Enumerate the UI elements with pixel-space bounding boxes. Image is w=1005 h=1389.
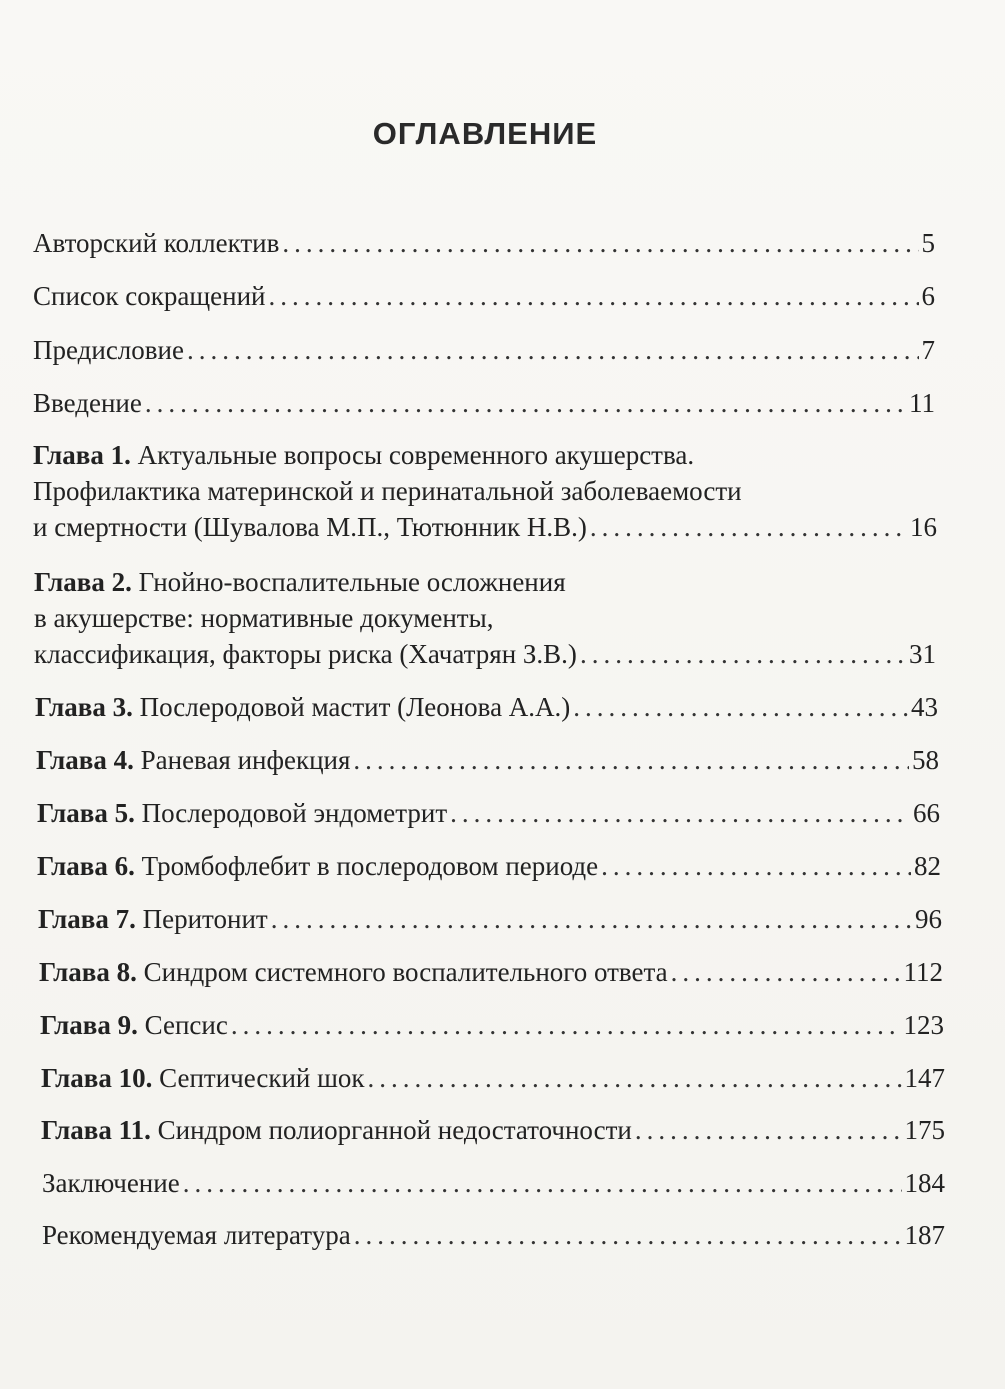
toc-entry-chapter-8 [39,955,943,989]
toc-line [41,1113,945,1147]
page-number: 82 [914,851,941,881]
chapter-label: Глава 4. [36,745,134,775]
chapter-label: Глава 7. [38,904,136,934]
entry-title-text: Синдром системного воспалительного ответа [143,957,668,987]
page-number: 184 [904,1168,945,1198]
chapter-label: Глава 2. [34,567,132,597]
dot-leader [268,279,918,313]
toc-entry-chapter-10 [41,1061,945,1095]
entry-title: Гнойно-воспалительные осложнения [138,567,566,597]
toc-entry-chapter-6 [37,849,941,883]
dot-leader [635,1113,902,1147]
toc-entry-chapter-4 [36,743,939,777]
toc-entry-chapter-9 [40,1008,944,1042]
toc-entry-authors [33,226,935,260]
chapter-label: Глава 8. [39,957,137,987]
entry-title [38,902,268,936]
chapter-label: Глава 11. [41,1115,151,1145]
dot-leader [353,743,909,777]
page-number: 5 [921,228,935,258]
toc-entry-chapter-5 [37,796,940,830]
page-number: 16 [910,512,937,542]
entry-title [39,955,668,989]
entry-title [37,849,598,883]
toc-line [37,796,940,830]
page-number: 6 [921,281,935,311]
dot-leader [183,1166,902,1200]
dot-leader [580,637,906,671]
dot-leader [282,226,918,260]
toc-entry-chapter-3 [35,690,938,724]
entry-title-text: Сепсис [144,1010,228,1040]
toc-entry-chapter-11 [41,1113,945,1147]
chapter-label: Глава 6. [37,851,135,881]
entry-title-text: Перитонит [142,904,268,934]
entry-title: Заключение [42,1168,180,1198]
page-number: 96 [915,904,942,934]
entry-line [34,565,936,599]
toc-line [37,849,941,883]
page-title: ОГЛАВЛЕНИЕ [372,116,598,151]
toc-line [33,226,935,260]
toc-line [38,902,942,936]
entry-title-text: Послеродовой мастит (Леонова А.А.) [139,692,571,722]
page-number: 147 [904,1063,945,1093]
toc-line [33,333,935,367]
toc-line [41,1061,945,1095]
page-number: 187 [904,1220,945,1250]
toc-entry-recommended-literature [42,1218,945,1252]
page-number: 112 [903,957,943,987]
toc-line [33,279,935,313]
entry-title: Список сокращений [33,281,266,311]
dot-leader [187,333,919,367]
chapter-label: Глава 5. [37,798,135,828]
dot-leader [590,510,907,544]
entry-title-text: Послеродовой эндометрит [141,798,448,828]
dot-leader [601,849,911,883]
chapter-label: Глава 1. [33,440,131,470]
entry-title-text: Тромбофлебит в послеродовом периоде [141,851,599,881]
toc-line [42,1218,945,1252]
dot-leader [271,902,912,936]
entry-title [41,1061,365,1095]
toc-line [40,1008,944,1042]
page-number: 11 [909,388,935,418]
entry-title-text: Раневая инфекция [140,745,351,775]
toc-line [36,743,939,777]
dot-leader [368,1061,902,1095]
entry-title: Актуальные вопросы современного акушерства. [137,440,695,470]
dot-leader [231,1008,901,1042]
toc-entry-abbreviations [33,279,935,313]
dot-leader [573,690,908,724]
page-number: 175 [904,1115,945,1145]
entry-title: Предисловие [33,335,184,365]
entry-title: и смертности (Шувалова М.П., Тютюнник Н.В.) [33,512,587,542]
chapter-label: Глава 10. [41,1063,153,1093]
entry-title-text: Септический шок [159,1063,365,1093]
page-number: 31 [909,639,936,669]
page-number: 123 [903,1010,944,1040]
entry-line: Профилактика материнской и перинатальной заболеваемости [33,476,742,506]
toc-entry-chapter-1 [33,438,937,544]
chapter-label: Глава 3. [35,692,133,722]
entry-line [33,438,937,472]
dot-leader [450,796,910,830]
toc-line [42,1166,945,1200]
toc-entry-chapter-7 [38,902,942,936]
entry-title [37,796,447,830]
toc-entry-chapter-2 [34,565,936,671]
page-number: 58 [912,745,939,775]
page-number: 7 [921,335,935,365]
chapter-label: Глава 9. [40,1010,138,1040]
entry-title-text: Синдром полиорганной недостаточности [157,1115,632,1145]
dot-leader [145,386,906,420]
dot-leader [671,955,901,989]
toc-line [34,637,936,671]
entry-title [40,1008,228,1042]
entry-title: Авторский коллектив [33,228,280,258]
entry-title: Рекомендуемая литература [42,1220,351,1250]
toc-entry-introduction [33,386,935,420]
entry-line: в акушерстве: нормативные документы, [34,603,494,633]
page-number: 66 [913,798,940,828]
entry-title: классификация, факторы риска (Хачатрян З.В.) [34,639,577,669]
entry-title [36,743,350,777]
entry-title [41,1113,632,1147]
toc-line [35,690,938,724]
dot-leader [354,1218,902,1252]
toc-line [39,955,943,989]
toc-entry-preface [33,333,935,367]
entry-title [35,690,570,724]
entry-title: Введение [33,388,142,418]
toc-line [33,386,935,420]
toc-entry-conclusion [42,1166,945,1200]
toc-line [33,510,937,544]
page-number: 43 [911,692,938,722]
